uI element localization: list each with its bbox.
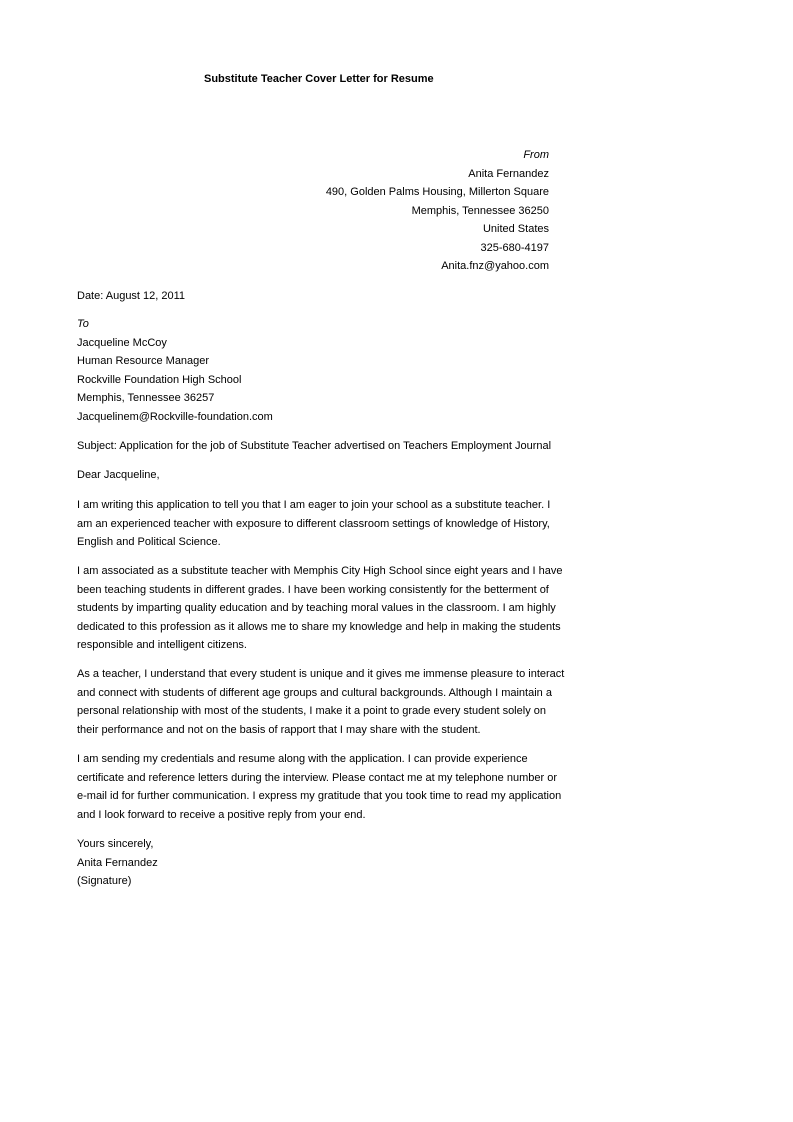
paragraph-line: I am associated as a substitute teacher with Memphis City High School since eight years and I have [77,565,563,577]
paragraph-4 [77,750,562,824]
valediction: Yours sincerely, [77,838,154,850]
letter-date: Date: August 12, 2011 [77,290,186,302]
sender-name: Anita Fernandez [468,167,549,180]
closing-block [77,835,552,891]
to-label: To [77,318,89,330]
sender-city: Memphis, Tennessee 36250 [411,204,549,217]
paragraph-line: responsible and intelligent citizens. [77,639,247,651]
closing-name: Anita Fernandez [77,856,158,869]
recipient-organization: Rockville Foundation High School [77,373,242,386]
paragraph-line: personal relationship with most of the students, I make it a point to grade every student solely on [77,705,546,717]
paragraph-line: am an experienced teacher with exposure to different classroom settings of knowledge of History, [77,517,550,530]
sender-email: Anita.fnz@yahoo.com [441,260,549,272]
paragraph-line: dedicated to this profession as it allows me to share my knowledge and help in making the students [77,620,561,633]
paragraph-line: English and Political Science. [77,536,221,548]
paragraph-line: e-mail id for further communication. I express my gratitude that you took time to read my application [77,790,562,802]
paragraph-line: their performance and not on the basis of rapport that I may share with the student. [77,723,481,736]
sender-country: United States [482,223,549,235]
subject-line: Subject: Application for the job of Substitute Teacher advertised on Teachers Employment Journal [77,440,552,452]
paragraph-line: been teaching students in different grades. I have been working consistently for the betterment of [77,583,549,596]
recipient-city: Memphis, Tennessee 36257 [77,392,215,404]
paragraph-line: and connect with students of different age groups and cultural backgrounds. Although I maintain a [77,686,552,699]
recipient-position: Human Resource Manager [77,355,210,367]
paragraph-line: I am writing this application to tell you that I am eager to join your school as a substitute teacher. I [77,499,551,511]
salutation: Dear Jacqueline, [77,469,160,481]
sender-address: 490, Golden Palms Housing, Millerton Square [325,186,549,198]
paragraph-3 [77,665,565,739]
recipient-block [77,315,552,426]
sender-block [326,146,549,276]
signature: (Signature) [77,875,132,887]
from-label: From [523,149,549,161]
paragraph-line: I am sending my credentials and resume along with the application. I can provide experience [77,753,528,765]
paragraph-line: certificate and reference letters during the interview. Please contact me at my telephone number or [77,771,557,784]
paragraph-1 [77,496,552,552]
paragraph-2 [77,562,563,655]
document-title: Substitute Teacher Cover Letter for Resume [204,73,434,85]
recipient-name: Jacqueline McCoy [77,336,167,349]
paragraph-line: As a teacher, I understand that every student is unique and it gives me immense pleasure to interact [77,668,565,680]
paragraph-line: students by imparting quality education and by teaching moral values in the classroom. I am highly [77,602,556,614]
sender-phone: 325-680-4197 [480,241,549,254]
recipient-email: Jacquelinem@Rockville-foundation.com [77,410,273,423]
paragraph-line: and I look forward to receive a positive reply from your end. [77,808,366,821]
